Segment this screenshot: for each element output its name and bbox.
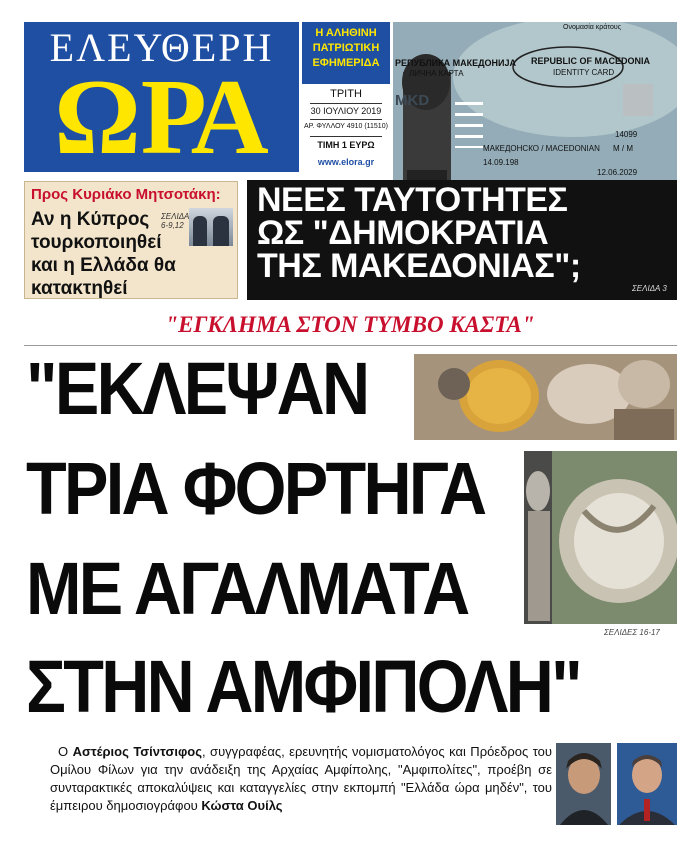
main-kicker: "ΕΓΚΛΗΜΑ ΣΤΟΝ ΤΥΜΒΟ ΚΑΣΤΑ" (165, 312, 535, 337)
main-headline-line-4: ΣΤΗΝ ΑΜΦΙΠΟΛΗ" (26, 645, 581, 728)
divider (310, 136, 382, 137)
id-card-en: IDENTITY CARD (553, 68, 615, 77)
id-card-local: ЛИЧНА КАРТА (409, 69, 464, 78)
id-country-en: REPUBLIC OF MACEDONIA (531, 56, 650, 66)
id-nationality: МАКЕДОНСКО / MACEDONIAN (483, 144, 600, 153)
masthead-title-top: ΕΛΕΥΘΕΡΗ (49, 25, 274, 70)
id-story-pages: ΣΕΛΙΔΑ 3 (632, 284, 667, 293)
excavation-site-photo (524, 451, 677, 624)
id-story-headline (257, 181, 677, 285)
id-headline-line-3: ΤΗΣ ΜΑΚΕΔΟΝΙΑΣ"; (257, 247, 581, 285)
masthead-title-big: ΩΡΑ (54, 58, 269, 177)
portrait-photo-2 (617, 743, 677, 825)
redaction-marks (455, 102, 483, 148)
mosaic-photo (414, 354, 677, 440)
divider (310, 103, 382, 104)
cyprus-kicker: Προς Κυριάκο Μητσοτάκη: (31, 186, 221, 203)
lead-name-1: Αστέριος Τσίντσιφος (72, 744, 202, 759)
id-date-issue: 14.09.198 (483, 158, 519, 167)
divider (24, 345, 677, 346)
divider (310, 119, 382, 120)
main-story-lead (50, 743, 552, 815)
id-caption: Ονομασία κράτους (563, 24, 622, 31)
id-story-box[interactable] (247, 180, 677, 300)
id-card-image (393, 22, 677, 180)
lead-pre: Ο (58, 744, 73, 759)
lead-name-2: Κώστα Ουίλς (201, 798, 283, 813)
tagline-line-3: ΕΦΗΜΕΡΙΔΑ (312, 57, 380, 69)
id-date-expiry: 12.06.2029 (597, 168, 638, 177)
issue-day: ΤΡΙΤΗ (330, 88, 362, 100)
cyprus-story-box[interactable] (24, 181, 238, 299)
issue-number: ΑΡ. ΦΥΛΛΟΥ 4910 (11510) (304, 123, 388, 130)
main-story-pages: ΣΕΛΙΔΕΣ 16-17 (604, 628, 660, 637)
masthead-logo (24, 22, 299, 177)
tagline-box (302, 22, 390, 84)
price: ΤΙΜΗ 1 ΕΥΡΩ (317, 140, 375, 150)
portrait-photo-1 (556, 743, 611, 825)
tagline-line-1: Η ΑΛΗΘΙΝΗ (315, 27, 377, 39)
id-card-photo (393, 22, 677, 180)
issue-date: 30 ΙΟΥΛΙΟΥ 2019 (310, 106, 382, 116)
lead-body: , συγγραφέας, ερευνητής νομισματολόγος και Πρόεδρος του Ομίλου Φίλων για την ανάδειξη της Αρχαίας Αμφίπολης, "Αμφιπολίτες", προέβη σε συνταρακτικές αποκαλύψεις και καταγγελίες στην εκπομπή "Ελλάδα ώρα μηδέν", του έμπειρου δημοσιογράφου (50, 744, 552, 813)
id-country-local: РЕПУБЛИКА МАКЕДОНИЈА (395, 58, 516, 68)
id-headline-line-2: ΩΣ "ΔΗΜΟΚΡΑΤΙΑ (257, 214, 549, 252)
website-link[interactable]: www.elora.gr (317, 157, 375, 167)
cyprus-pages: ΣΕΛΙΔΑ 6-9,12 (161, 212, 190, 230)
main-headline-line-2: ΤΡΙΑ ΦΟΡΤΗΓΑ (26, 447, 485, 530)
id-code: MKD (395, 92, 430, 109)
id-headline-line-1: ΝΕΕΣ ΤΑΥΤΟΤΗΤΕΣ (257, 181, 568, 219)
main-headline-line-1: "ΕΚΛΕΨΑΝ (26, 347, 368, 430)
masthead-info-panel (302, 22, 390, 172)
cyprus-headline: Αν η Κύπρος τουρκοποιηθεί και η Ελλάδα θα κατακτηθεί (31, 209, 176, 299)
politicians-photo (189, 208, 233, 246)
id-sex: M / M (613, 144, 633, 153)
tagline-line-2: ΠΑΤΡΙΩΤΙΚΗ (312, 42, 380, 54)
main-headline-line-3: ΜΕ ΑΓΑΛΜΑΤΑ (26, 547, 468, 630)
id-number: 14099 (615, 130, 638, 139)
